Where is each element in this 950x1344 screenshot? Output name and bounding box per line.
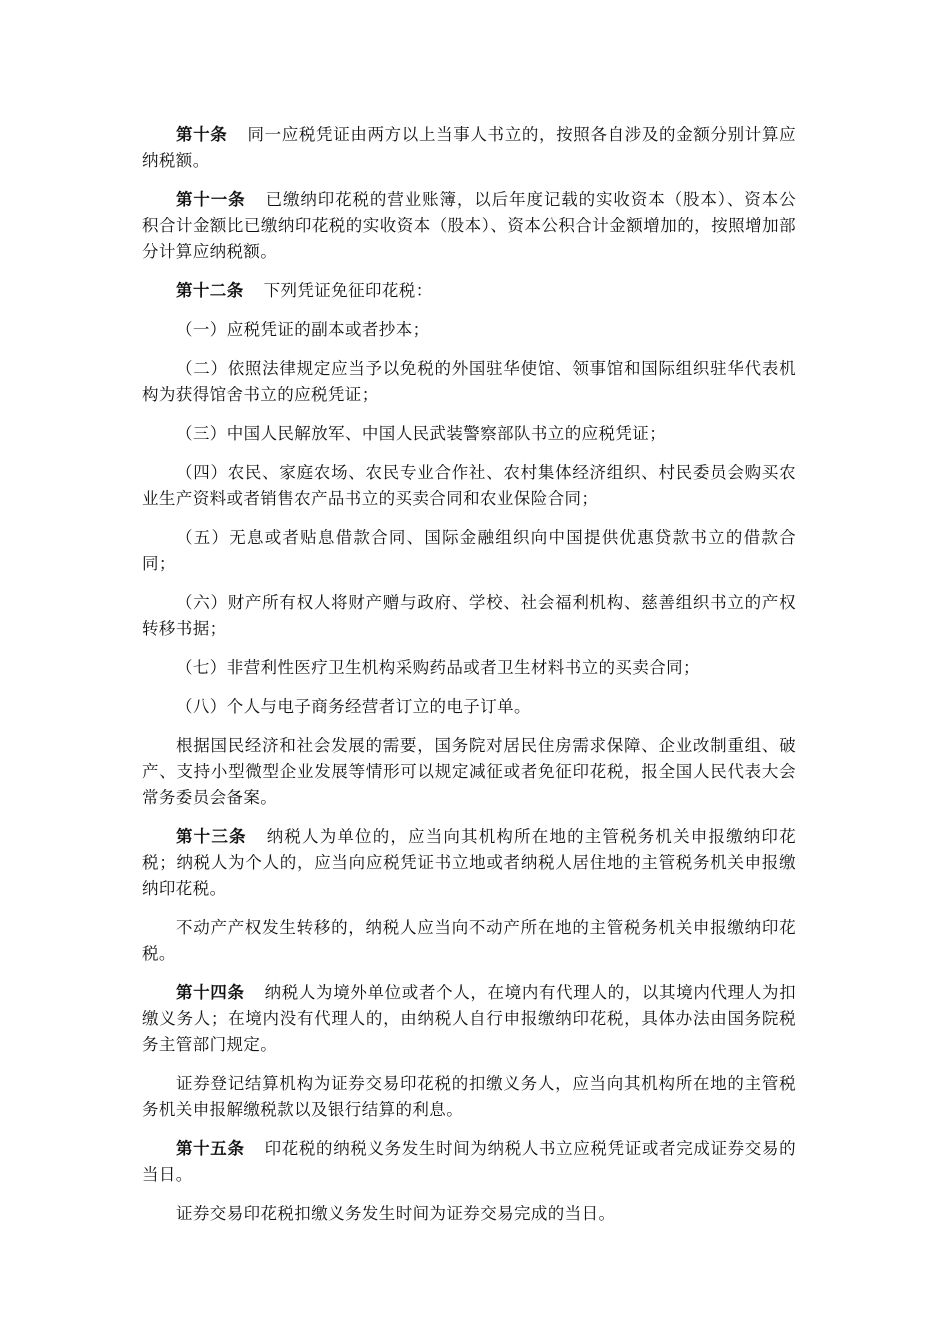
- paragraph-text: 印花税的纳税义务发生时间为纳税人书立应税凭证或者完成证券交易的当日。: [142, 1139, 796, 1184]
- paragraph-article-12: [142, 278, 796, 304]
- paragraph-text: 已缴纳印花税的营业账簿，以后年度记载的实收资本（股本）、资本公积合计金额比已缴纳印花税的实收资本（股本）、资本公积合计金额增加的，按照增加部分计算应纳税额。: [142, 190, 796, 261]
- list-item-1: [142, 317, 796, 343]
- paragraph-article-13: [142, 824, 796, 902]
- list-item-6: [142, 590, 796, 642]
- paragraph-text: 同一应税凭证由两方以上当事人书立的，按照各自涉及的金额分别计算应纳税额。: [142, 125, 796, 170]
- article-number: 第十一条: [176, 190, 246, 209]
- paragraph-text: 下列凭证免征印花税：: [263, 281, 433, 300]
- paragraph-text: 证券交易印花税扣缴义务发生时间为证券交易完成的当日。: [176, 1204, 616, 1223]
- article-number: 第十条: [176, 125, 228, 144]
- paragraph-article-11: [142, 187, 796, 265]
- paragraph-text: 纳税人为境外单位或者个人，在境内有代理人的，以其境内代理人为扣缴义务人；在境内没有代理人的，由纳税人自行申报缴纳印花税，具体办法由国务院税务主管部门规定。: [142, 983, 796, 1054]
- paragraph: [142, 1071, 796, 1123]
- list-item-8: [142, 694, 796, 720]
- paragraph-text: 证券登记结算机构为证券交易印花税的扣缴义务人，应当向其机构所在地的主管税务机关申报解缴税款以及银行结算的利息。: [142, 1074, 796, 1119]
- list-item-2: [142, 356, 796, 408]
- paragraph-article-10: [142, 122, 796, 174]
- paragraph-text: （八）个人与电子商务经营者订立的电子订单。: [176, 697, 531, 716]
- paragraph: [142, 1201, 796, 1227]
- paragraph: [142, 733, 796, 811]
- paragraph-text: （一）应税凭证的副本或者抄本；: [176, 320, 430, 339]
- paragraph-text: 根据国民经济和社会发展的需要，国务院对居民住房需求保障、企业改制重组、破产、支持小型微型企业发展等情形可以规定减征或者免征印花税，报全国人民代表大会常务委员会备案。: [142, 736, 796, 807]
- paragraph-text: （六）财产所有权人将财产赠与政府、学校、社会福利机构、慈善组织书立的产权转移书据；: [142, 593, 796, 638]
- paragraph-text: （五）无息或者贴息借款合同、国际金融组织向中国提供优惠贷款书立的借款合同；: [142, 528, 796, 573]
- paragraph-article-15: [142, 1136, 796, 1188]
- article-number: 第十四条: [176, 983, 245, 1002]
- list-item-7: [142, 655, 796, 681]
- list-item-3: [142, 421, 796, 447]
- document-body: [142, 122, 796, 1240]
- paragraph-text: （四）农民、家庭农场、农民专业合作社、农村集体经济组织、村民委员会购买农业生产资料或者销售农产品书立的买卖合同和农业保险合同；: [142, 463, 796, 508]
- article-number: 第十五条: [176, 1139, 245, 1158]
- article-number: 第十二条: [176, 281, 244, 300]
- paragraph-text: （三）中国人民解放军、中国人民武装警察部队书立的应税凭证；: [176, 424, 667, 443]
- paragraph-text: 不动产产权发生转移的，纳税人应当向不动产所在地的主管税务机关申报缴纳印花税。: [142, 918, 796, 963]
- paragraph: [142, 915, 796, 967]
- article-number: 第十三条: [176, 827, 247, 846]
- paragraph-article-14: [142, 980, 796, 1058]
- paragraph-text: （二）依照法律规定应当予以免税的外国驻华使馆、领事馆和国际组织驻华代表机构为获得馆舍书立的应税凭证；: [142, 359, 796, 404]
- paragraph-text: （七）非营利性医疗卫生机构采购药品或者卫生材料书立的买卖合同；: [176, 658, 700, 677]
- list-item-4: [142, 460, 796, 512]
- list-item-5: [142, 525, 796, 577]
- paragraph-text: 纳税人为单位的，应当向其机构所在地的主管税务机关申报缴纳印花税；纳税人为个人的，应当向应税凭证书立地或者纳税人居住地的主管税务机关申报缴纳印花税。: [142, 827, 797, 898]
